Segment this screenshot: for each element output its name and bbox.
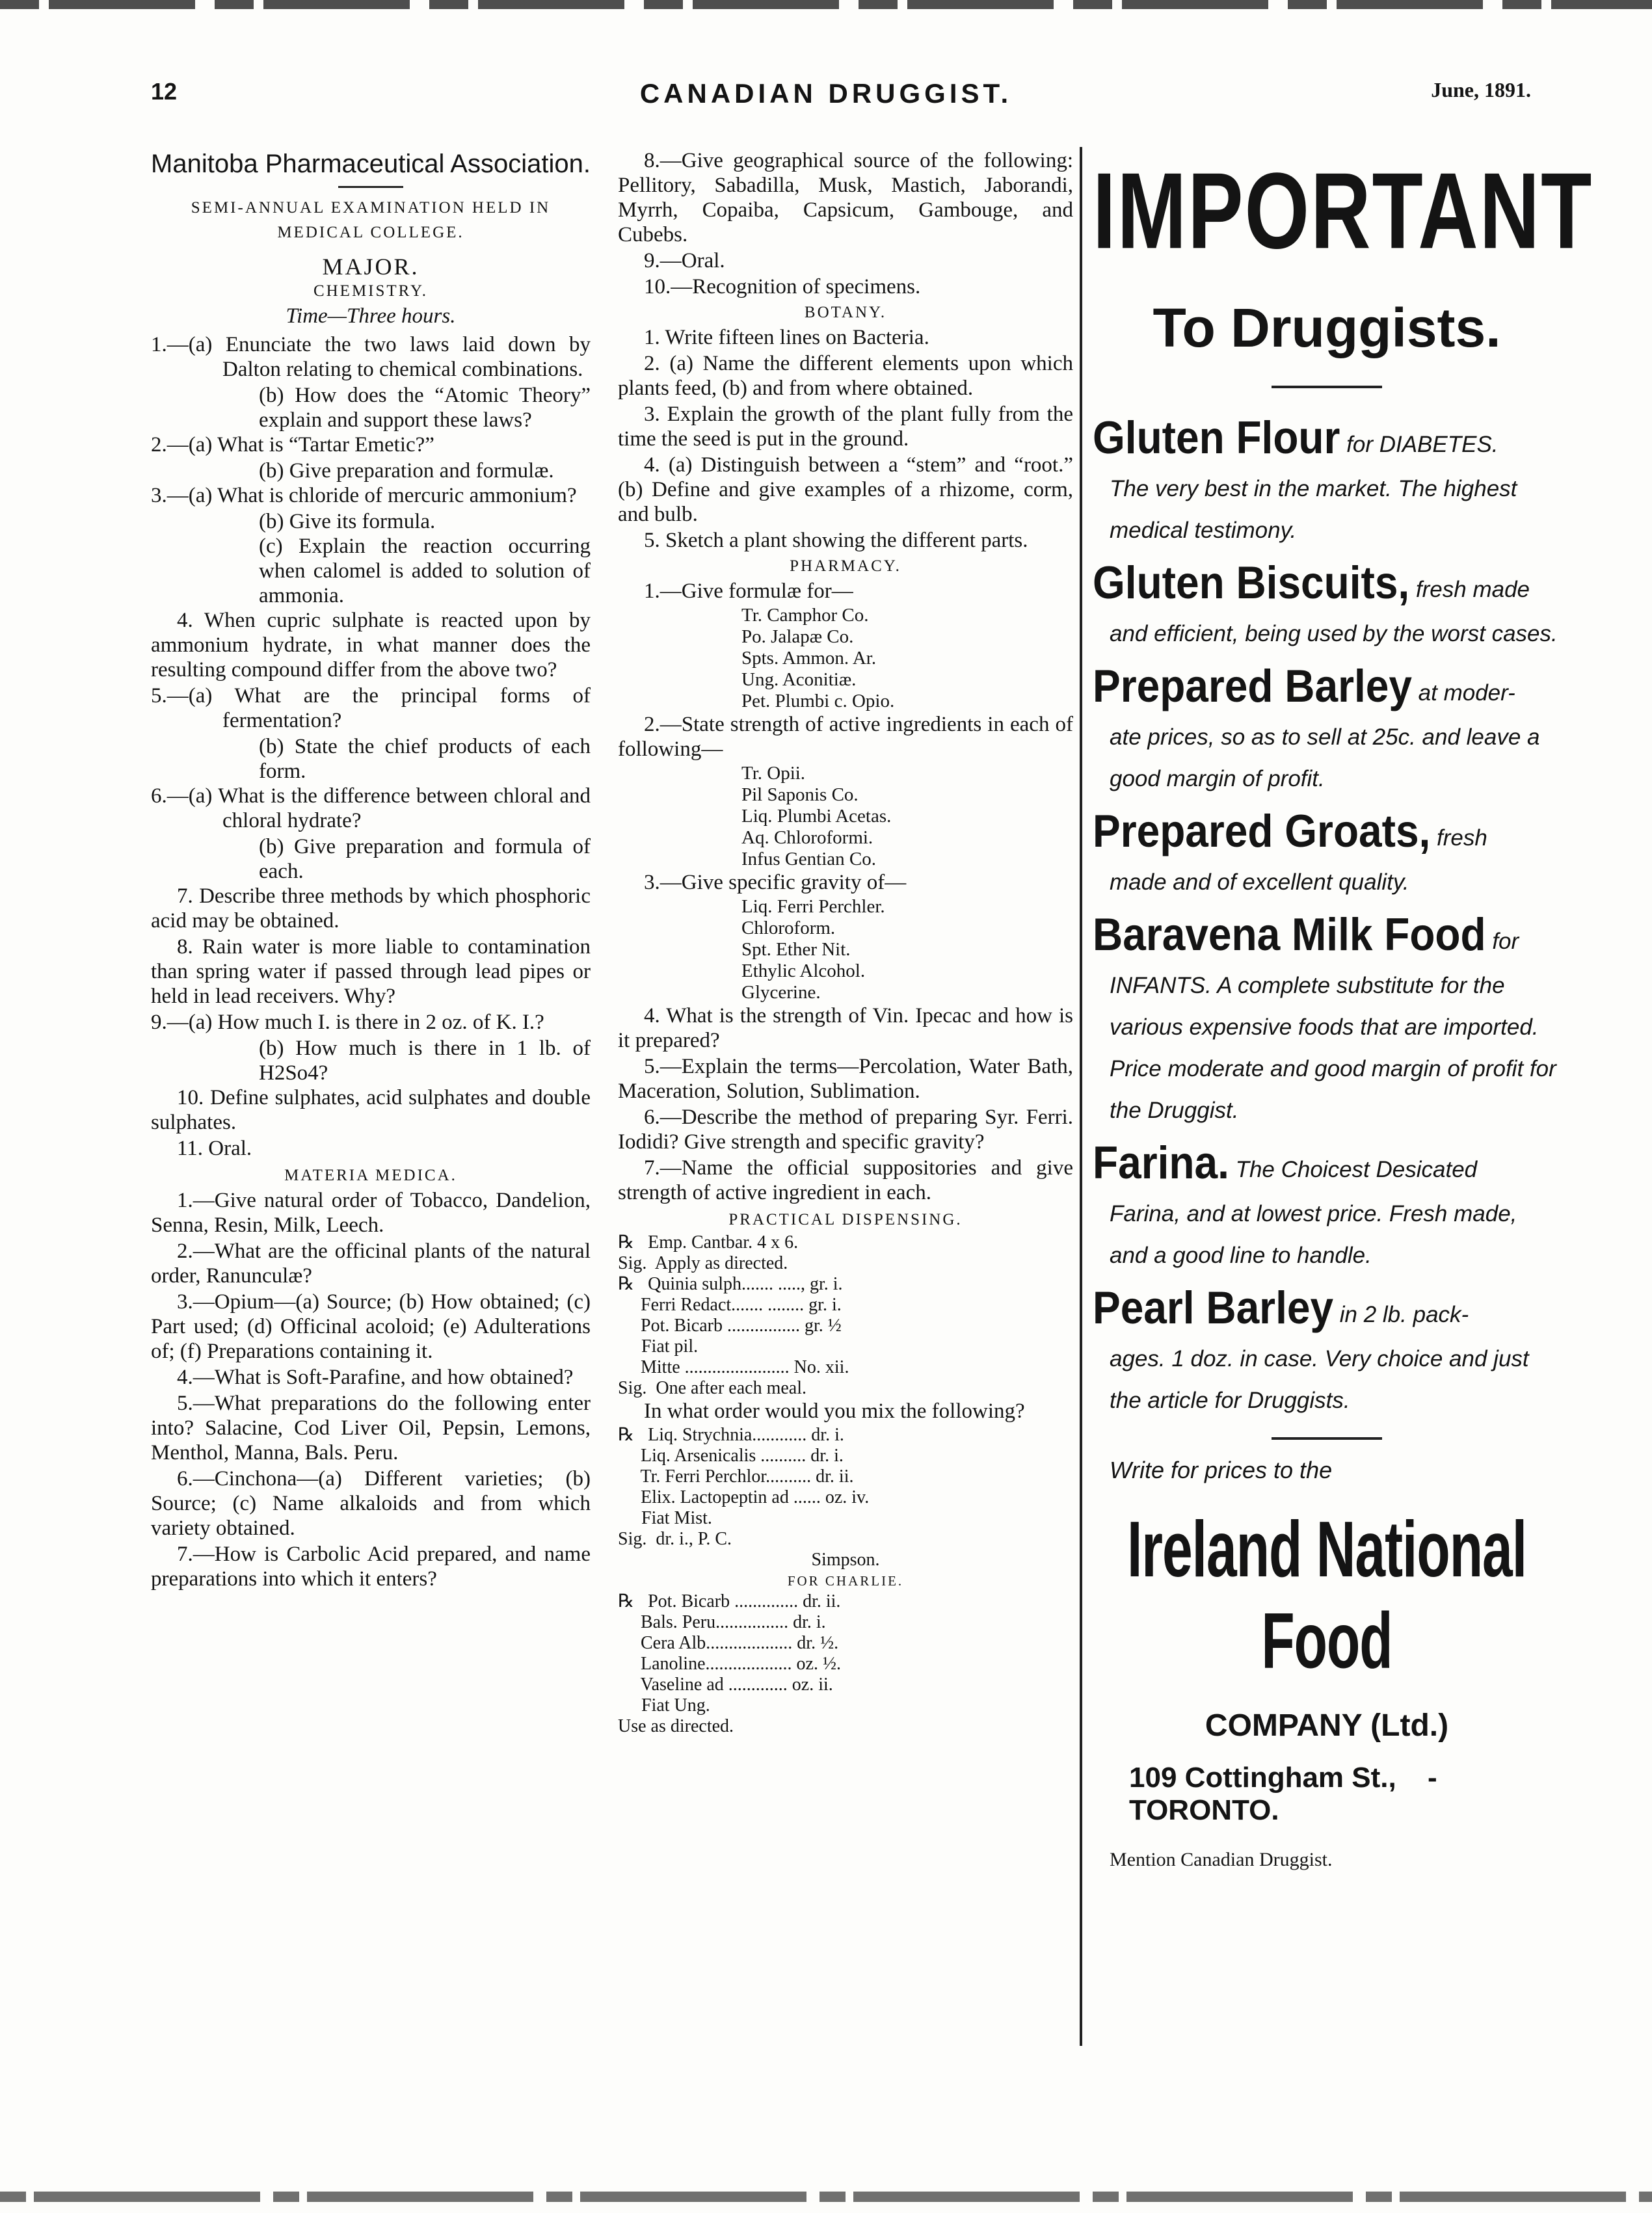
question: 6.—Cinchona—(a) Different varieties; (b) Source; (c) Name alkaloids and from which variety obtained.	[151, 1467, 591, 1540]
formula-list	[618, 605, 1073, 712]
question: 2.—(a) What is “Tartar Emetic?”	[151, 433, 434, 457]
product-description: Farina, and at lowest price. Fresh made, and a good line to handle.	[1110, 1201, 1517, 1268]
question: 1.—Give natural order of Tobacco, Dandelion, Senna, Resin, Milk, Leech.	[151, 1189, 591, 1237]
question: (b) Give preparation and formulæ.	[259, 459, 554, 483]
divider	[338, 186, 403, 188]
question: 4. What is the strength of Vin. Ipecac and how is it prepared?	[618, 1004, 1073, 1052]
question: 5.—(a) What are the principal forms of fermentation?	[151, 684, 591, 732]
question: 2. (a) Name the different elements upon which plants feed, (b) and from where obtained.	[618, 352, 1073, 400]
article-subtitle: SEMI-ANNUAL EXAMINATION HELD IN MEDICAL COLLEGE.	[191, 199, 551, 241]
company-address	[1093, 1762, 1561, 1827]
ad-headline: IMPORTANT	[1093, 150, 1593, 272]
question: 11. Oral.	[177, 1137, 252, 1160]
list-item: Spts. Ammon. Ar.	[741, 648, 877, 669]
question: 9.—Oral.	[644, 249, 725, 272]
product-name: Prepared Groats, fresh	[1093, 805, 1487, 857]
question: (b) Give preparation and formula of each.	[259, 835, 591, 883]
prescriptions	[618, 1232, 1073, 1399]
question: 3.—Opium—(a) Source; (b) How obtained; (c) Part used; (d) Officinal acoloid; (e) Adulterations of; (f) Preparations containing it.	[151, 1290, 591, 1363]
prescription-line: Ferri Redact....... ........ gr. i.	[618, 1295, 842, 1315]
question: 9.—(a) How much I. is there in 2 oz. of K. I.?	[151, 1011, 544, 1034]
city: TORONTO.	[1129, 1794, 1279, 1826]
question: 1.—(a) Enunciate the two laws laid down by Dalton relating to chemical combinations.	[151, 333, 591, 381]
list-item: Pil Saponis Co.	[741, 784, 859, 805]
product-description: ages. 1 doz. in case. Very choice and just the article for Druggists.	[1110, 1346, 1529, 1413]
ingredient-list	[618, 763, 1073, 870]
for-charlie-heading: FOR CHARLIE.	[787, 1573, 904, 1589]
article-title: Manitoba Pharmaceutical Association.	[151, 150, 591, 178]
prescription-line: Fiat Mist.	[641, 1508, 712, 1528]
list-item: Liq. Ferri Perchler.	[741, 896, 885, 917]
question: 10. Define sulphates, acid sulphates and double sulphates.	[151, 1086, 591, 1134]
question: 5.—What preparations do the following enter into? Salacine, Cod Liver Oil, Pepsin, Lemons, Menthol, Manna, Bals. Peru.	[151, 1392, 591, 1464]
column-rule	[1080, 147, 1082, 2046]
mention-note: Mention Canadian Druggist.	[1110, 1849, 1333, 1870]
product-name: Gluten Flour for DIABETES.	[1093, 412, 1499, 464]
product-name: Prepared Barley at moder-	[1093, 660, 1515, 712]
question: 2.—What are the officinal plants of the natural order, Ranunculæ?	[151, 1239, 591, 1288]
question: (c) Explain the reaction occurring when calomel is added to solution of ammonia.	[259, 535, 591, 607]
divider	[1272, 386, 1382, 388]
question: 3.—Give specific gravity of—	[644, 871, 907, 894]
company-suffix: COMPANY (Ltd.)	[1205, 1708, 1449, 1743]
prescription-line: Bals. Peru................ dr. i.	[618, 1612, 826, 1632]
question: 3.—(a) What is chloride of mercuric ammonium?	[151, 484, 577, 507]
product-name: Gluten Biscuits, fresh made	[1093, 557, 1530, 609]
product-name: Farina. The Choicest Desicated	[1093, 1137, 1478, 1189]
prescription-line: Fiat Ung.	[641, 1695, 710, 1716]
list-item: Glycerine.	[741, 982, 821, 1003]
question: (b) How much is there in 1 lb. of H2So4?	[259, 1037, 591, 1085]
list-item: Pet. Plumbi c. Opio.	[741, 691, 895, 711]
prescription-line: Cera Alb................... dr. ½.	[618, 1633, 839, 1653]
bottom-border	[0, 2192, 1652, 2202]
question: 6.—Describe the method of preparing Syr. Ferri. Iodidi? Give strength and specific gravity?	[618, 1106, 1073, 1154]
prescription-line: ℞ Emp. Cantbar. 4 x 6.	[618, 1232, 799, 1252]
question: 1.—Give formulæ for—	[644, 579, 853, 603]
question: 8. Rain water is more liable to contamination than spring water if passed through lead pipes or held in lead receivers. Why?	[151, 935, 591, 1008]
list-item: Ethylic Alcohol.	[741, 961, 866, 981]
prescription-line: Sig. Apply as directed.	[618, 1253, 788, 1273]
section-heading: MAJOR.	[322, 254, 420, 280]
prescription-line: ℞ Liq. Strychnia............ dr. i.	[618, 1425, 844, 1445]
list-item: Chloroform.	[741, 918, 836, 938]
question: 4. (a) Distinguish between a “stem” and “root.” (b) Define and give examples of a rhizome, corm, and bulb.	[618, 453, 1073, 526]
botany-heading: BOTANY.	[804, 304, 887, 321]
street-address: 109 Cottingham St.,	[1129, 1762, 1396, 1794]
prescription-line: Use as directed.	[618, 1716, 734, 1736]
question: In what order would you mix the following?	[644, 1399, 1025, 1423]
product-description: The very best in the market. The highest medical testimony.	[1110, 476, 1517, 543]
column-two	[618, 148, 1073, 1737]
dispensing-heading: PRACTICAL DISPENSING.	[728, 1211, 963, 1228]
prescription-line: Sig. One after each meal.	[618, 1378, 806, 1398]
question: 6.—(a) What is the difference between chloral and chloral hydrate?	[151, 784, 591, 832]
prescriptions	[618, 1425, 1073, 1737]
company-name: Ireland National Food	[1126, 1504, 1527, 1685]
divider	[1272, 1437, 1382, 1440]
prescription-line: Liq. Arsenicalis .......... dr. i.	[618, 1446, 844, 1466]
ad-subhead: To Druggists.	[1152, 297, 1501, 358]
issue-date: June, 1891.	[1431, 78, 1531, 101]
list-item: Spt. Ether Nit.	[741, 939, 851, 960]
time-allowed: Time—Three hours.	[286, 304, 456, 328]
question: 5. Sketch a plant showing the different parts.	[644, 529, 1028, 552]
advertisement	[1093, 148, 1593, 1871]
list-item: Ung. Aconitiæ.	[741, 669, 857, 690]
question: 10.—Recognition of specimens.	[644, 275, 921, 298]
product-description: made and of excellent quality.	[1110, 869, 1409, 895]
question: 1. Write fifteen lines on Bacteria.	[644, 326, 929, 349]
question: 7. Describe three methods by which phosphoric acid may be obtained.	[151, 884, 591, 933]
product-description: and efficient, being used by the worst cases.	[1110, 621, 1558, 646]
write-for-prices: Write for prices to the	[1110, 1457, 1333, 1483]
address-dash: -	[1427, 1762, 1437, 1794]
list-item: Po. Jalapæ Co.	[741, 626, 854, 647]
list-item: Tr. Camphor Co.	[741, 605, 869, 626]
prescription-line: Tr. Ferri Perchlor.......... dr. ii.	[618, 1466, 854, 1487]
question: (b) How does the “Atomic Theory” explain and support these laws?	[259, 384, 591, 432]
question: (b) State the chief products of each form.	[259, 735, 591, 783]
list-item: Infus Gentian Co.	[741, 849, 876, 869]
question: 8.—Give geographical source of the following: Pellitory, Sabadilla, Musk, Mastich, Jaborandi, Myrrh, Copaiba, Capsicum, Gambouge, and Cubebs.	[618, 149, 1073, 246]
prescription-line: Fiat pil.	[641, 1336, 699, 1357]
prescription-line: ℞ Quinia sulph....... ....., gr. i.	[618, 1274, 843, 1294]
masthead: CANADIAN DRUGGIST.	[639, 78, 1013, 109]
question: 7.—Name the official suppositories and give strength of active ingredient in each.	[618, 1156, 1073, 1204]
prescription-line: Sig. dr. i., P. C.	[618, 1529, 732, 1549]
top-border	[0, 0, 1652, 9]
prescription-line: Elix. Lactopeptin ad ...... oz. iv.	[618, 1487, 870, 1507]
product-description: ate prices, so as to sell at 25c. and leave a good margin of profit.	[1110, 724, 1540, 791]
prescription-line: ℞ Pot. Bicarb .............. dr. ii.	[618, 1591, 841, 1611]
list-item: Liq. Plumbi Acetas.	[741, 806, 892, 827]
materia-medica-heading: MATERIA MEDICA.	[284, 1167, 457, 1184]
product-description: INFANTS. A complete substitute for the various expensive foods that are imported. Price moderate and good margin of profit for the Druggist.	[1110, 973, 1556, 1123]
page-number: 12	[151, 78, 178, 105]
question: 5.—Explain the terms—Percolation, Water Bath, Maceration, Solution, Sublimation.	[618, 1055, 1073, 1103]
prescription-line: Vaseline ad ............. oz. ii.	[618, 1675, 833, 1695]
product-name: Baravena Milk Food for	[1093, 908, 1519, 961]
question: 4. When cupric sulphate is reacted upon by ammonium hydrate, in what manner does the resulting compound differ from the above two?	[151, 609, 591, 682]
prescription-line: Lanoline................... oz. ½.	[618, 1654, 841, 1674]
list-item: Aq. Chloroformi.	[741, 827, 873, 848]
product-name: Pearl Barley in 2 lb. pack-	[1093, 1282, 1469, 1334]
pharmacy-heading: PHARMACY.	[790, 557, 901, 575]
chemistry-heading: CHEMISTRY.	[313, 282, 429, 300]
prescriber-name: Simpson.	[811, 1550, 880, 1570]
question: 4.—What is Soft-Parafine, and how obtained?	[177, 1366, 574, 1389]
question: (b) Give its formula.	[259, 510, 436, 533]
question: 7.—How is Carbolic Acid prepared, and name preparations into which it enters?	[151, 1543, 591, 1591]
prescription-line: Pot. Bicarb ................ gr. ½	[618, 1316, 842, 1336]
question: 2.—State strength of active ingredients in each of following—	[618, 713, 1073, 761]
question: 3. Explain the growth of the plant fully from the time the seed is put in the ground.	[618, 403, 1073, 451]
column-one	[151, 148, 591, 1593]
gravity-list	[618, 896, 1073, 1003]
prescription-line: Mitte ....................... No. xii.	[618, 1357, 849, 1377]
list-item: Tr. Opii.	[741, 763, 806, 784]
